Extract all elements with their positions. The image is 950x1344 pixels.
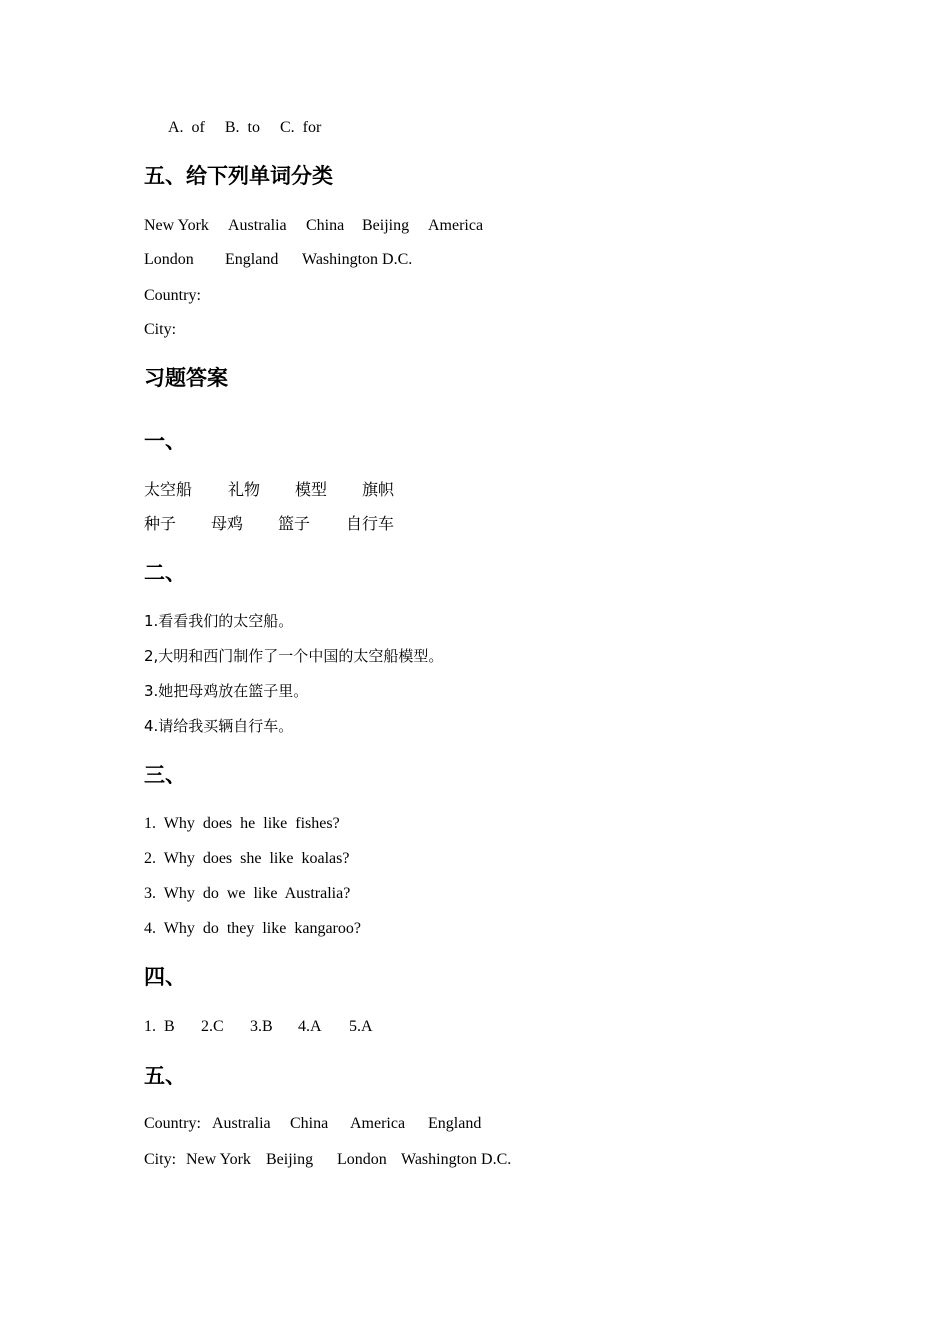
answer-word: 自行车 (346, 514, 395, 533)
word: China (306, 217, 345, 234)
answer-word: 太空船 (144, 480, 193, 499)
word: Washington D.C. (302, 251, 413, 268)
answer-part-four-label: 四、 (144, 965, 186, 989)
answer-word: 篮子 (278, 514, 311, 533)
country-label: Country: (144, 287, 201, 304)
answer-part-one-label: 一、 (144, 429, 186, 453)
country-word: America (350, 1115, 406, 1132)
country-word: China (290, 1115, 329, 1132)
answer-item: 3. Why do we like Australia? (144, 885, 351, 902)
word: New York (144, 217, 209, 234)
city-label: City: (144, 1151, 177, 1168)
answer-item: 4.请给我买辆自行车。 (144, 717, 294, 735)
answer-word: 旗帜 (362, 480, 395, 499)
country-word: England (428, 1115, 482, 1132)
answer-choice: 5.A (349, 1018, 373, 1035)
answer-item: 1. Why does he like fishes? (144, 815, 340, 832)
answer-item: 2,大明和西门制作了一个中国的太空船模型。 (144, 647, 444, 665)
answer-word: 礼物 (228, 480, 261, 499)
country-word: Australia (212, 1115, 271, 1132)
answers-title: 习题答案 (144, 366, 228, 390)
answer-item: 3.她把母鸡放在篮子里。 (144, 682, 309, 700)
city-word: Beijing (266, 1151, 314, 1168)
city-word: London (337, 1151, 387, 1168)
city-label: City: (144, 321, 177, 338)
answer-choice: 2.C (201, 1018, 224, 1035)
word: Australia (228, 217, 287, 234)
answer-word: 母鸡 (211, 514, 244, 533)
word: England (225, 251, 279, 268)
answer-item: 4. Why do they like kangaroo? (144, 920, 361, 937)
city-word: Washington D.C. (401, 1151, 512, 1168)
answer-item: 1.看看我们的太空船。 (144, 612, 294, 630)
country-label: Country: (144, 1115, 201, 1132)
word: Beijing (362, 217, 410, 234)
answer-word: 种子 (144, 514, 177, 533)
answer-part-two-label: 二、 (144, 561, 186, 585)
answer-choice: 1. B (144, 1018, 175, 1035)
options-line: A. of B. to C. for (168, 119, 322, 136)
answer-item: 2. Why does she like koalas? (144, 850, 350, 867)
answer-part-five-label: 五、 (144, 1064, 186, 1088)
answer-part-three-label: 三、 (144, 763, 186, 787)
answer-choice: 3.B (250, 1018, 273, 1035)
word: London (144, 251, 194, 268)
section-five-title: 五、给下列单词分类 (144, 164, 333, 188)
answer-word: 模型 (295, 480, 328, 499)
city-word: New York (186, 1151, 251, 1168)
answer-choice: 4.A (298, 1018, 322, 1035)
word: America (428, 217, 484, 234)
